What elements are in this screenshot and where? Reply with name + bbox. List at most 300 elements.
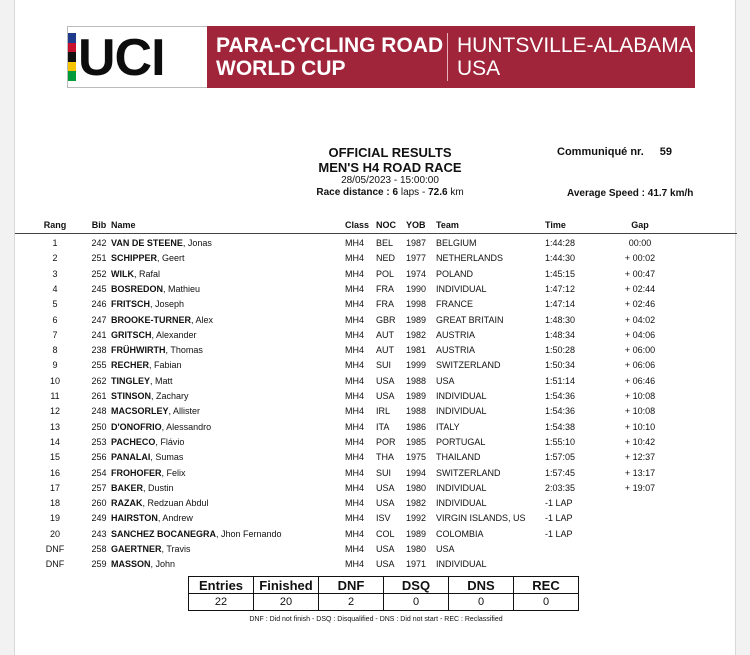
cell-noc: USA: [376, 544, 395, 554]
cell-team: INDIVIDUAL: [436, 482, 487, 493]
rider-last-name: FROHOFER: [111, 467, 162, 478]
rider-last-name: MACSORLEY: [111, 406, 169, 417]
rider-last-name: HAIRSTON: [111, 513, 158, 524]
cell-time: -1 LAP: [545, 513, 573, 524]
cell-rang: 19: [49, 513, 60, 524]
cell-yob: 1971: [406, 559, 427, 570]
cell-class: MH4: [345, 375, 365, 386]
cell-rang: 15: [49, 452, 60, 463]
cell-rang: 16: [49, 467, 60, 478]
table-row: [15, 267, 737, 282]
cell-team: INDIVIDUAL: [436, 391, 487, 401]
results-heading: [265, 145, 515, 199]
cell-name: [111, 236, 212, 251]
rider-first-name: , Andrew: [157, 513, 193, 524]
cell-bib: 242: [91, 238, 107, 248]
rider-first-name: , Zachary: [151, 391, 189, 401]
cell-class: MH4: [345, 498, 365, 509]
cell-time: 1:54:36: [545, 406, 576, 417]
cell-team: AUSTRIA: [436, 329, 476, 340]
cell-noc: COL: [376, 528, 395, 539]
cell-name: [111, 481, 174, 496]
cell-name: [111, 557, 175, 572]
cell-yob: 1987: [406, 238, 427, 248]
cell-yob: 1975: [406, 452, 427, 463]
table-row: [15, 496, 737, 511]
cell-rang: 4: [52, 283, 58, 294]
cell-noc: AUT: [376, 345, 394, 356]
summary-value: 20: [254, 594, 319, 611]
cell-time: 1:54:38: [545, 421, 576, 432]
rider-last-name: RAZAK: [111, 498, 143, 509]
cell-class: MH4: [345, 238, 365, 248]
cell-team: INDIVIDUAL: [436, 498, 487, 509]
table-row: [15, 236, 737, 251]
cell-team: AUSTRIA: [436, 345, 476, 356]
col-class: Class: [345, 220, 370, 230]
cell-time: 1:57:45: [545, 467, 576, 478]
cell-rang: 12: [49, 406, 60, 417]
cell-rang: 6: [52, 314, 58, 325]
cell-name: [111, 420, 211, 435]
table-row: [15, 450, 737, 465]
cell-class: MH4: [345, 391, 365, 401]
cell-yob: 1988: [406, 406, 427, 417]
table-row: [15, 297, 737, 312]
rider-first-name: , Allister: [168, 406, 201, 417]
table-header: [15, 218, 737, 234]
cell-name: [111, 297, 184, 312]
results-sheet: [14, 0, 736, 655]
cell-team: FRANCE: [436, 299, 474, 310]
cell-bib: 256: [91, 452, 107, 463]
event-banner: [67, 26, 695, 88]
rider-last-name: SANCHEZ BOCANEGRA: [111, 528, 217, 539]
cell-bib: 250: [91, 421, 107, 432]
table-row: [15, 343, 737, 358]
rider-last-name: PACHECO: [111, 436, 156, 447]
cell-bib: 246: [91, 299, 107, 310]
rider-last-name: GAERTNER: [111, 544, 162, 554]
rider-last-name: BROOKE-TURNER: [111, 314, 191, 325]
cell-rang: 3: [52, 268, 58, 279]
cell-yob: 1990: [406, 283, 427, 294]
cell-name: [111, 282, 200, 297]
cell-noc: NED: [376, 253, 396, 264]
cell-noc: BEL: [376, 238, 394, 248]
cell-class: MH4: [345, 467, 365, 478]
banner-divider: [447, 33, 448, 81]
cell-time: 1:45:15: [545, 268, 576, 279]
summary-value: 0: [384, 594, 449, 611]
rider-last-name: SCHIPPER: [111, 253, 158, 264]
cell-bib: 262: [91, 375, 107, 386]
cell-team: INDIVIDUAL: [436, 406, 487, 417]
cell-yob: 1992: [406, 513, 427, 524]
cell-name: [111, 389, 189, 404]
cell-team: VIRGIN ISLANDS, US: [436, 513, 526, 524]
cell-time: 1:47:12: [545, 283, 576, 294]
cell-team: INDIVIDUAL: [436, 283, 487, 294]
summary-header-row: [189, 577, 579, 594]
cell-time: -1 LAP: [545, 498, 573, 509]
cell-noc: ISV: [376, 513, 391, 524]
rider-first-name: , Jonas: [182, 238, 212, 248]
cell-bib: 247: [91, 314, 107, 325]
rider-first-name: , Thomas: [165, 345, 203, 356]
rider-first-name: , John: [150, 559, 176, 570]
cell-class: MH4: [345, 360, 365, 371]
table-row: [15, 313, 737, 328]
summary-label: DNF: [319, 577, 384, 594]
banner-location: HUNTSVILLE-ALABAMA USA: [457, 34, 693, 80]
cell-noc: SUI: [376, 360, 392, 371]
summary-label: Finished: [254, 577, 319, 594]
cell-noc: SUI: [376, 467, 392, 478]
table-row: [15, 328, 737, 343]
cell-class: MH4: [345, 314, 365, 325]
table-row: [15, 527, 737, 542]
cell-bib: 254: [91, 467, 107, 478]
cell-noc: POL: [376, 268, 395, 279]
page-title: OFFICIAL RESULTS: [328, 145, 452, 160]
cell-name: [111, 527, 282, 542]
cell-team: USA: [436, 375, 455, 386]
cell-rang: 11: [50, 391, 60, 401]
cell-class: MH4: [345, 482, 365, 493]
cell-gap: + 06:06: [624, 360, 656, 371]
table-row: [15, 358, 737, 373]
summary-label: DSQ: [384, 577, 449, 594]
cell-time: 1:50:28: [545, 345, 576, 356]
cell-yob: 1985: [406, 436, 427, 447]
cell-name: [111, 267, 160, 282]
col-gap: Gap: [631, 220, 649, 230]
cell-name: [111, 511, 193, 526]
cell-gap: + 10:08: [624, 391, 656, 401]
cell-yob: 1974: [406, 268, 427, 279]
cell-bib: 241: [91, 329, 107, 340]
rider-first-name: , Matt: [150, 375, 173, 386]
rider-last-name: FRITSCH: [111, 299, 150, 310]
cell-yob: 1981: [406, 345, 427, 356]
cell-class: MH4: [345, 513, 365, 524]
cell-noc: FRA: [376, 283, 394, 294]
col-time: Time: [545, 220, 566, 230]
cell-team: COLOMBIA: [436, 528, 484, 539]
cell-yob: 1989: [406, 528, 427, 539]
rider-first-name: , Redzuan Abdul: [142, 498, 209, 509]
rider-last-name: RECHER: [111, 360, 150, 371]
table-row: [15, 466, 737, 481]
cell-class: MH4: [345, 268, 365, 279]
cell-team: BELGIUM: [436, 238, 477, 248]
rider-last-name: BAKER: [111, 482, 144, 493]
table-row: [15, 374, 737, 389]
cell-name: [111, 435, 184, 450]
cell-gap: + 10:10: [624, 421, 656, 432]
cell-gap: + 06:46: [624, 375, 656, 386]
race-distance: Race distance : 6 laps - 72.6 km: [316, 187, 464, 198]
summary-label: Entries: [189, 577, 254, 594]
rider-first-name: , Alessandro: [161, 421, 212, 432]
cell-noc: USA: [376, 391, 395, 401]
cell-team: USA: [436, 544, 455, 554]
rider-last-name: WILK: [111, 268, 134, 279]
summary-value: 22: [189, 594, 254, 611]
cell-yob: 1977: [406, 253, 427, 264]
table-row: [15, 389, 737, 404]
cell-rang: DNF: [45, 544, 65, 554]
rider-last-name: GRITSCH: [111, 329, 152, 340]
cell-yob: 1986: [406, 421, 427, 432]
rider-first-name: , Rafal: [134, 268, 161, 279]
cell-team: POLAND: [436, 268, 474, 279]
summary-label: REC: [514, 577, 579, 594]
cell-bib: 260: [91, 498, 107, 509]
cell-team: GREAT BRITAIN: [436, 314, 504, 325]
table-row: [15, 557, 737, 572]
cell-gap: + 13:17: [624, 467, 656, 478]
cell-class: MH4: [345, 528, 365, 539]
cell-team: THAILAND: [436, 452, 481, 463]
cell-rang: 8: [52, 345, 58, 356]
rider-last-name: PANALAI: [111, 452, 151, 463]
cell-class: MH4: [345, 406, 365, 417]
banner-event-title: PARA-CYCLING ROAD WORLD CUP: [216, 34, 444, 80]
cell-rang: 18: [49, 498, 60, 509]
rider-last-name: D'ONOFRIO: [111, 421, 162, 432]
stripe-yellow: [68, 62, 76, 72]
col-bib: Bib: [91, 220, 107, 230]
uci-logo: UCI: [78, 29, 165, 87]
cell-yob: 1989: [406, 314, 427, 325]
cell-rang: 13: [49, 421, 60, 432]
cell-bib: 243: [91, 528, 107, 539]
cell-gap: + 02:46: [624, 299, 656, 310]
rider-last-name: STINSON: [111, 391, 152, 401]
cell-time: -1 LAP: [545, 528, 573, 539]
cell-noc: THA: [376, 452, 394, 463]
cell-time: 1:55:10: [545, 436, 576, 447]
stripe-red: [68, 43, 76, 53]
cell-rang: 5: [52, 299, 58, 310]
rider-first-name: , Dustin: [143, 482, 174, 493]
cell-gap: + 00:02: [624, 253, 656, 264]
cell-time: 1:57:05: [545, 452, 576, 463]
cell-name: [111, 374, 173, 389]
cell-yob: 1998: [406, 299, 427, 310]
cell-name: [111, 404, 200, 419]
cell-name: [111, 313, 213, 328]
table-row: [15, 511, 737, 526]
cell-gap: + 12:37: [624, 452, 656, 463]
table-row: [15, 435, 737, 450]
stripe-black: [68, 52, 76, 62]
cell-bib: 253: [91, 436, 107, 447]
cell-noc: FRA: [376, 299, 394, 310]
table-row: [15, 542, 737, 557]
rider-first-name: , Flávio: [155, 436, 185, 447]
cell-team: SWITZERLAND: [436, 360, 501, 371]
rider-first-name: , Geert: [157, 253, 185, 264]
table-row: [15, 282, 737, 297]
summary-value-row: [189, 594, 579, 611]
stripe-green: [68, 71, 76, 81]
cell-yob: 1994: [406, 467, 427, 478]
table-row: [15, 404, 737, 419]
cell-time: 1:44:28: [545, 238, 576, 248]
cell-team: PORTUGAL: [436, 436, 486, 447]
cell-gap: + 04:06: [624, 329, 656, 340]
cell-rang: 20: [49, 528, 60, 539]
rider-last-name: VAN DE STEENE: [111, 238, 183, 248]
uci-rainbow-stripes: [68, 33, 76, 81]
cell-time: 1:48:34: [545, 329, 576, 340]
rider-last-name: FRÜHWIRTH: [111, 345, 166, 356]
stripe-blue: [68, 33, 76, 43]
cell-yob: 1980: [406, 544, 427, 554]
cell-noc: USA: [376, 375, 395, 386]
cell-team: SWITZERLAND: [436, 467, 501, 478]
table-row: [15, 481, 737, 496]
cell-name: [111, 496, 209, 511]
cell-time: 2:03:35: [545, 482, 576, 493]
cell-class: MH4: [345, 253, 365, 264]
race-datetime: 28/05/2023 - 15:00:00: [341, 175, 439, 186]
col-team: Team: [436, 220, 459, 230]
cell-name: [111, 358, 182, 373]
col-rang: Rang: [43, 220, 67, 230]
cell-rang: 9: [52, 360, 58, 371]
cell-noc: IRL: [376, 406, 391, 417]
cell-yob: 1999: [406, 360, 427, 371]
rider-first-name: , Fabian: [149, 360, 182, 371]
communique-number: Communiqué nr. 59: [557, 146, 673, 158]
cell-class: MH4: [345, 436, 365, 447]
cell-class: MH4: [345, 345, 365, 356]
cell-noc: USA: [376, 559, 395, 570]
cell-bib: 257: [91, 482, 107, 493]
cell-bib: 249: [91, 513, 107, 524]
rider-first-name: , Alexander: [151, 329, 197, 340]
rider-last-name: BOSREDON: [111, 283, 164, 294]
cell-name: [111, 450, 183, 465]
summary-table: [188, 576, 579, 611]
cell-name: [111, 251, 185, 266]
rider-last-name: TINGLEY: [111, 375, 151, 386]
cell-gap: + 02:44: [624, 283, 656, 294]
cell-noc: USA: [376, 482, 395, 493]
cell-rang: 7: [52, 329, 58, 340]
cell-class: MH4: [345, 421, 365, 432]
cell-gap: + 06:00: [624, 345, 656, 356]
cell-yob: 1988: [406, 375, 427, 386]
cell-rang: 2: [52, 253, 58, 264]
cell-gap: + 10:08: [624, 406, 656, 417]
cell-class: MH4: [345, 559, 365, 570]
cell-class: MH4: [345, 329, 365, 340]
cell-noc: ITA: [376, 421, 390, 432]
cell-noc: AUT: [376, 329, 394, 340]
rider-first-name: , Felix: [161, 467, 186, 478]
cell-bib: 252: [91, 268, 107, 279]
summary-value: 2: [319, 594, 384, 611]
cell-rang: 17: [49, 482, 60, 493]
cell-team: NETHERLANDS: [436, 253, 504, 264]
cell-rang: 10: [49, 375, 60, 386]
cell-class: MH4: [345, 299, 365, 310]
cell-time: 1:51:14: [545, 375, 576, 386]
cell-bib: 245: [91, 283, 107, 294]
cell-name: [111, 542, 191, 557]
rider-first-name: , Joseph: [150, 299, 185, 310]
cell-gap: 00:00: [628, 238, 652, 248]
cell-time: 1:47:14: [545, 299, 576, 310]
cell-name: [111, 328, 197, 343]
race-name: MEN'S H4 ROAD RACE: [318, 160, 462, 175]
cell-class: MH4: [345, 544, 365, 554]
cell-noc: GBR: [376, 314, 396, 325]
legend-footnote: DNF : Did not finish - DSQ : Disqualified - DNS : Did not start - REC : Reclassified: [249, 616, 503, 623]
cell-class: MH4: [345, 452, 365, 463]
cell-gap: + 00:47: [624, 268, 656, 279]
cell-gap: + 19:07: [624, 482, 656, 493]
cell-team: INDIVIDUAL: [436, 559, 487, 570]
summary-value: 0: [449, 594, 514, 611]
cell-noc: USA: [376, 498, 395, 509]
cell-yob: 1982: [406, 498, 427, 509]
cell-time: 1:50:34: [545, 360, 576, 371]
col-noc: NOC: [376, 220, 396, 230]
cell-rang: 14: [49, 436, 60, 447]
cell-bib: 248: [91, 406, 107, 417]
col-name: Name: [111, 220, 136, 230]
cell-bib: 259: [91, 559, 107, 570]
cell-yob: 1982: [406, 329, 427, 340]
rider-first-name: , Mathieu: [163, 283, 201, 294]
rider-last-name: MASSON: [111, 559, 151, 570]
rider-first-name: , Jhon Fernando: [216, 528, 282, 539]
cell-bib: 255: [91, 360, 107, 371]
cell-name: [111, 466, 186, 481]
cell-gap: + 04:02: [624, 314, 656, 325]
cell-yob: 1980: [406, 482, 427, 493]
summary-label: DNS: [449, 577, 514, 594]
cell-bib: 251: [91, 253, 107, 264]
cell-bib: 258: [91, 544, 107, 554]
cell-class: MH4: [345, 283, 365, 294]
cell-time: 1:54:36: [545, 391, 576, 401]
cell-time: 1:44:30: [545, 253, 576, 264]
rider-first-name: , Sumas: [150, 452, 184, 463]
table-row: [15, 420, 737, 435]
cell-noc: POR: [376, 436, 396, 447]
table-row: [15, 251, 737, 266]
cell-name: [111, 343, 203, 358]
cell-rang: DNF: [45, 559, 65, 570]
col-yob: YOB: [406, 220, 426, 230]
rider-first-name: , Travis: [161, 544, 191, 554]
rider-first-name: , Alex: [191, 314, 214, 325]
cell-time: 1:48:30: [545, 314, 576, 325]
cell-rang: 1: [52, 238, 58, 248]
summary-value: 0: [514, 594, 579, 611]
cell-yob: 1989: [406, 391, 427, 401]
cell-team: ITALY: [436, 421, 460, 432]
cell-bib: 261: [91, 391, 107, 401]
cell-gap: + 10:42: [624, 436, 656, 447]
